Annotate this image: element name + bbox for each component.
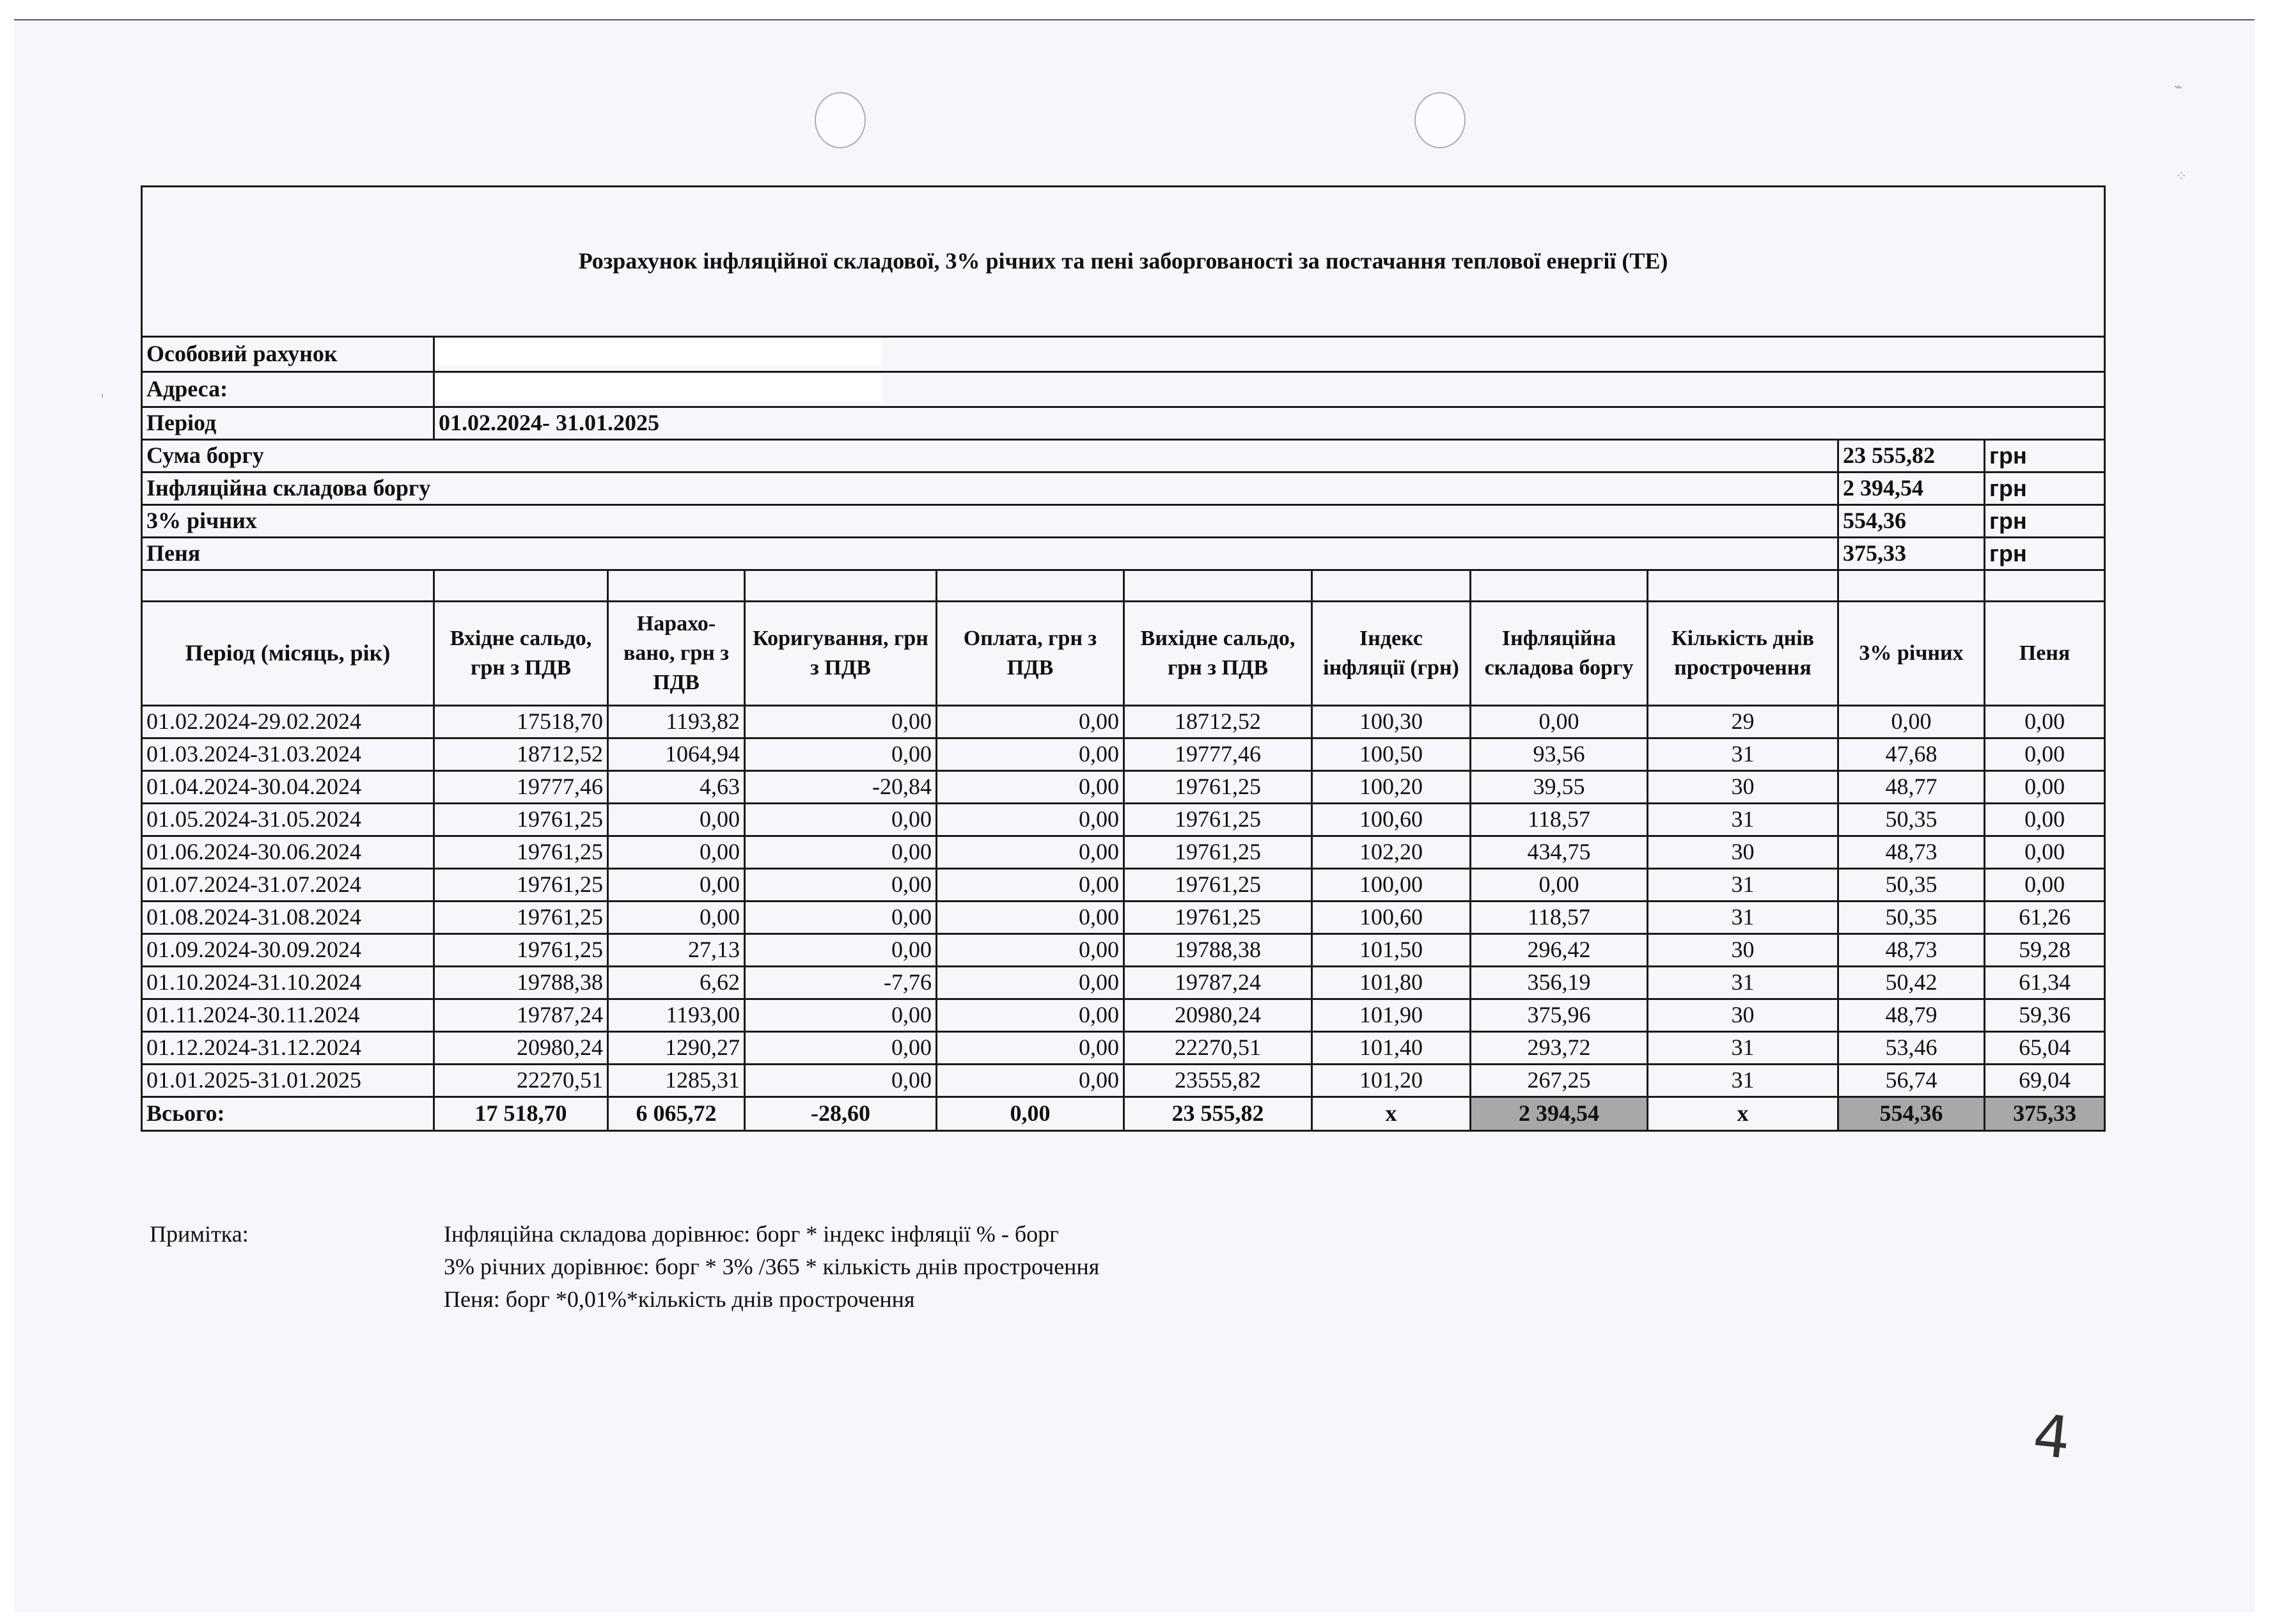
total-cell: 2 394,54 (1471, 1097, 1648, 1130)
cell: 375,96 (1471, 999, 1648, 1031)
total-cell: 0,00 (937, 1097, 1124, 1130)
cell: 356,19 (1471, 966, 1648, 999)
cell: 19761,25 (1124, 901, 1312, 933)
unit-label: грн (1985, 472, 2105, 504)
cell: 27,13 (608, 933, 745, 966)
cell: 01.10.2024-31.10.2024 (142, 966, 434, 999)
cell: 23555,82 (1124, 1064, 1312, 1097)
table-row (142, 966, 2105, 999)
punch-hole-right (1414, 92, 1466, 148)
cell: 118,57 (1471, 803, 1648, 836)
penalty-row (142, 537, 2105, 570)
cell: 20980,24 (1124, 999, 1312, 1031)
cell: 48,79 (1838, 999, 1985, 1031)
column-header: Індекс інфляції (грн) (1312, 601, 1471, 705)
cell: 0,00 (1985, 803, 2105, 836)
cell: 19761,25 (1124, 868, 1312, 901)
cell: 56,74 (1838, 1064, 1985, 1097)
cell: 50,42 (1838, 966, 1985, 999)
notes-label: Примітка: (150, 1221, 249, 1247)
unit-label: грн (1985, 504, 2105, 537)
cell: 65,04 (1985, 1031, 2105, 1064)
inflation-value: 2 394,54 (1838, 472, 1985, 504)
cell: 1290,27 (608, 1031, 745, 1064)
cell: 101,50 (1312, 933, 1471, 966)
cell: 0,00 (937, 999, 1124, 1031)
cell: 100,30 (1312, 705, 1471, 738)
cell: 0,00 (1838, 705, 1985, 738)
cell: 0,00 (745, 836, 937, 868)
cell: 0,00 (745, 738, 937, 770)
column-header: Нарахо- вано, грн з ПДВ (608, 601, 745, 705)
cell: 22270,51 (434, 1064, 608, 1097)
cell: 1193,00 (608, 999, 745, 1031)
cell: 0,00 (937, 738, 1124, 770)
annual-row (142, 504, 2105, 537)
cell: 434,75 (1471, 836, 1648, 868)
column-header: Інфляційна складова боргу (1471, 601, 1648, 705)
cell: 0,00 (937, 770, 1124, 803)
cell: 53,46 (1838, 1031, 1985, 1064)
period-value: 01.02.2024- 31.01.2025 (434, 407, 2105, 439)
cell: 50,35 (1838, 803, 1985, 836)
cell: 19787,24 (434, 999, 608, 1031)
cell: 19761,25 (1124, 770, 1312, 803)
cell: 100,60 (1312, 803, 1471, 836)
cell: 100,50 (1312, 738, 1471, 770)
column-header: Період (місяць, рік) (142, 601, 434, 705)
cell: 18712,52 (1124, 705, 1312, 738)
cell: 01.03.2024-31.03.2024 (142, 738, 434, 770)
cell: 19777,46 (434, 770, 608, 803)
cell: -20,84 (745, 770, 937, 803)
cell: 30 (1648, 836, 1838, 868)
cell: 102,20 (1312, 836, 1471, 868)
cell: 19761,25 (434, 901, 608, 933)
inflation-label: Інфляційна складова боргу (142, 472, 1838, 504)
cell: 01.05.2024-31.05.2024 (142, 803, 434, 836)
cell: 293,72 (1471, 1031, 1648, 1064)
cell: 0,00 (745, 705, 937, 738)
cell: 100,20 (1312, 770, 1471, 803)
address-row (142, 371, 2105, 407)
cell: 0,00 (745, 1031, 937, 1064)
scan-mark: ⁘ (2175, 169, 2188, 185)
cell: 0,00 (937, 933, 1124, 966)
penalty-label: Пеня (142, 537, 1838, 570)
cell: 30 (1648, 770, 1838, 803)
cell: 0,00 (937, 901, 1124, 933)
cell: 31 (1648, 803, 1838, 836)
cell: 0,00 (1985, 738, 2105, 770)
cell: 0,00 (937, 1031, 1124, 1064)
cell: 0,00 (608, 836, 745, 868)
cell: 1193,82 (608, 705, 745, 738)
total-cell: 554,36 (1838, 1097, 1985, 1130)
cell: 1285,31 (608, 1064, 745, 1097)
penalty-value: 375,33 (1838, 537, 1985, 570)
cell: 19761,25 (1124, 836, 1312, 868)
cell: 01.01.2025-31.01.2025 (142, 1064, 434, 1097)
cell: 30 (1648, 933, 1838, 966)
document-title: Розрахунок інфляційної складової, 3% річних та пені заборгованості за постачання теплової енергії (ТЕ) (142, 187, 2105, 337)
cell: 01.04.2024-30.04.2024 (142, 770, 434, 803)
total-cell: 17 518,70 (434, 1097, 608, 1130)
inflation-row (142, 472, 2105, 504)
cell: 0,00 (1985, 705, 2105, 738)
cell: 0,00 (745, 1064, 937, 1097)
cell: 48,73 (1838, 933, 1985, 966)
cell: 0,00 (745, 868, 937, 901)
punch-hole-left (815, 92, 866, 148)
cell: 0,00 (1985, 770, 2105, 803)
cell: 296,42 (1471, 933, 1648, 966)
cell: 01.08.2024-31.08.2024 (142, 901, 434, 933)
notes-lines (444, 1218, 1099, 1316)
column-header: Кількість днів прострочення (1648, 601, 1838, 705)
cell: 50,35 (1838, 868, 1985, 901)
redaction-block (435, 373, 882, 401)
cell: 0,00 (1471, 868, 1648, 901)
table-row (142, 1031, 2105, 1064)
cell: 39,55 (1471, 770, 1648, 803)
cell: 31 (1648, 966, 1838, 999)
cell: 19761,25 (1124, 803, 1312, 836)
cell: 31 (1648, 868, 1838, 901)
total-label: Всього: (142, 1097, 434, 1130)
cell: 0,00 (1985, 868, 2105, 901)
redaction-block (435, 338, 882, 366)
cell: -7,76 (745, 966, 937, 999)
cell: 6,62 (608, 966, 745, 999)
address-value (434, 371, 2105, 407)
cell: 101,90 (1312, 999, 1471, 1031)
table-row (142, 738, 2105, 770)
cell: 0,00 (745, 803, 937, 836)
cell: 100,60 (1312, 901, 1471, 933)
column-header: Вихідне сальдо, грн з ПДВ (1124, 601, 1312, 705)
cell: 61,26 (1985, 901, 2105, 933)
cell: 01.02.2024-29.02.2024 (142, 705, 434, 738)
cell: 0,00 (1471, 705, 1648, 738)
cell: 19761,25 (434, 803, 608, 836)
total-cell: 6 065,72 (608, 1097, 745, 1130)
cell: 0,00 (608, 868, 745, 901)
cell: 19761,25 (434, 868, 608, 901)
cell: 118,57 (1471, 901, 1648, 933)
cell: 0,00 (937, 836, 1124, 868)
cell: 31 (1648, 901, 1838, 933)
cell: 0,00 (937, 966, 1124, 999)
cell: 59,36 (1985, 999, 2105, 1031)
table-row (142, 770, 2105, 803)
cell: 47,68 (1838, 738, 1985, 770)
cell: 19761,25 (434, 933, 608, 966)
address-label: Адреса: (142, 371, 434, 407)
table-header-row (142, 601, 2105, 705)
cell: 19787,24 (1124, 966, 1312, 999)
cell: 93,56 (1471, 738, 1648, 770)
cell: 19788,38 (1124, 933, 1312, 966)
cell: 0,00 (745, 901, 937, 933)
cell: 17518,70 (434, 705, 608, 738)
cell: 69,04 (1985, 1064, 2105, 1097)
total-cell: -28,60 (745, 1097, 937, 1130)
table-row (142, 836, 2105, 868)
cell: 100,00 (1312, 868, 1471, 901)
cell: 0,00 (1985, 836, 2105, 868)
cell: 31 (1648, 1064, 1838, 1097)
cell: 19788,38 (434, 966, 608, 999)
cell: 18712,52 (434, 738, 608, 770)
cell: 0,00 (608, 901, 745, 933)
table-row (142, 933, 2105, 966)
scan-mark: ˈ (100, 393, 105, 409)
debt-label: Сума боргу (142, 439, 1838, 472)
cell: 0,00 (745, 933, 937, 966)
table-row (142, 999, 2105, 1031)
calculation-table (141, 185, 2106, 1132)
cell: 29 (1648, 705, 1838, 738)
total-cell: 375,33 (1985, 1097, 2105, 1130)
cell: 1064,94 (608, 738, 745, 770)
unit-label: грн (1985, 439, 2105, 472)
column-header: 3% річних (1838, 601, 1985, 705)
cell: 20980,24 (434, 1031, 608, 1064)
account-row (142, 337, 2105, 372)
cell: 0,00 (937, 1064, 1124, 1097)
cell: 01.09.2024-30.09.2024 (142, 933, 434, 966)
column-header: Вхідне сальдо, грн з ПДВ (434, 601, 608, 705)
column-header: Оплата, грн з ПДВ (937, 601, 1124, 705)
cell: 01.12.2024-31.12.2024 (142, 1031, 434, 1064)
cell: 59,28 (1985, 933, 2105, 966)
note-line: Пеня: борг *0,01%*кількість днів прострочення (444, 1286, 915, 1312)
note-line: Інфляційна складова дорівнює: борг * індекс інфляції % - борг (444, 1221, 1059, 1247)
cell: 101,80 (1312, 966, 1471, 999)
cell: 48,73 (1838, 836, 1985, 868)
cell: 0,00 (608, 803, 745, 836)
account-value (434, 337, 2105, 372)
cell: 48,77 (1838, 770, 1985, 803)
table-row (142, 1064, 2105, 1097)
table-row (142, 705, 2105, 738)
scan-mark: ⌁ (2174, 79, 2183, 95)
table-row (142, 868, 2105, 901)
cell: 22270,51 (1124, 1031, 1312, 1064)
cell: 101,40 (1312, 1031, 1471, 1064)
cell: 267,25 (1471, 1064, 1648, 1097)
cell: 01.06.2024-30.06.2024 (142, 836, 434, 868)
unit-label: грн (1985, 537, 2105, 570)
cell: 50,35 (1838, 901, 1985, 933)
annual-label: 3% річних (142, 504, 1838, 537)
cell: 0,00 (937, 705, 1124, 738)
column-header: Коригування, грн з ПДВ (745, 601, 937, 705)
spacer-row (142, 570, 2105, 601)
total-row (142, 1097, 2105, 1130)
period-label: Період (142, 407, 434, 439)
account-label: Особовий рахунок (142, 337, 434, 372)
cell: 4,63 (608, 770, 745, 803)
cell: 30 (1648, 999, 1838, 1031)
table-row (142, 901, 2105, 933)
cell: 101,20 (1312, 1064, 1471, 1097)
cell: 01.07.2024-31.07.2024 (142, 868, 434, 901)
cell: 0,00 (937, 868, 1124, 901)
cell: 31 (1648, 738, 1838, 770)
cell: 19777,46 (1124, 738, 1312, 770)
cell: 19761,25 (434, 836, 608, 868)
total-cell: х (1648, 1097, 1838, 1130)
cell: 61,34 (1985, 966, 2105, 999)
period-row (142, 407, 2105, 439)
annual-value: 554,36 (1838, 504, 1985, 537)
cell: 0,00 (745, 999, 937, 1031)
table-row (142, 803, 2105, 836)
cell: 0,00 (937, 803, 1124, 836)
handwritten-page-number: 4 (2030, 1401, 2074, 1472)
debt-value: 23 555,82 (1838, 439, 1985, 472)
column-header: Пеня (1985, 601, 2105, 705)
total-cell: х (1312, 1097, 1471, 1130)
debt-row (142, 439, 2105, 472)
total-cell: 23 555,82 (1124, 1097, 1312, 1130)
cell: 31 (1648, 1031, 1838, 1064)
cell: 01.11.2024-30.11.2024 (142, 999, 434, 1031)
note-line: 3% річних дорівнює: борг * 3% /365 * кількість днів прострочення (444, 1254, 1100, 1279)
